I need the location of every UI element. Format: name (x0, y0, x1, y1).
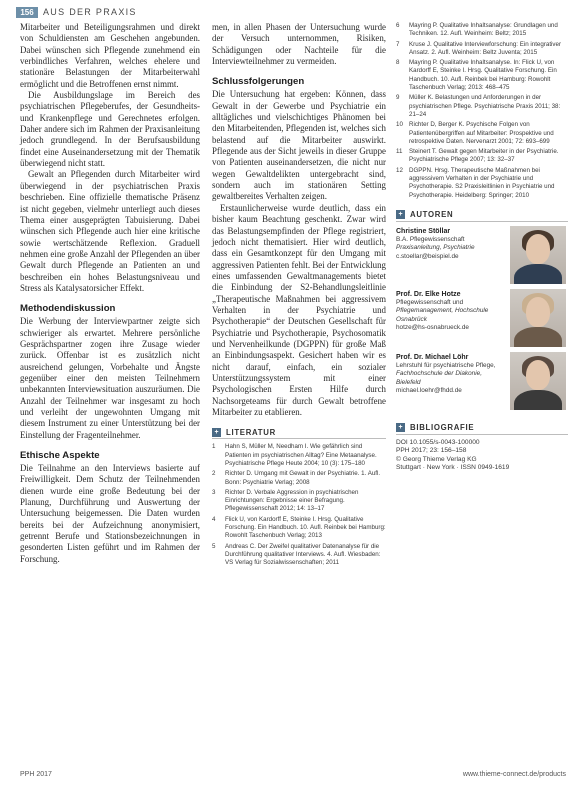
author-photo (510, 352, 566, 410)
column-1 (20, 22, 200, 565)
authors-icon: + (396, 210, 405, 219)
reference-item: 12 DGPPN. Hrsg. Therapeutische Maßnahmen bei aggressivem Verhalten in der Psychiatrie und Psychotherapie. S2 Praxisleitlinien in Psychiatrie und Psychotherapie. Heidelberg: Springer; 2010 (396, 166, 555, 199)
reference-item: 9 Müller K. Belastungen und Anforderungen in der psychiatrischen Pflege. Psychiatrische Praxis 2011; 38: 21–24 (396, 94, 561, 118)
author-email[interactable]: hotze@hs-osnabrueck.de (396, 323, 469, 331)
photo-body (514, 327, 562, 347)
reference-item: 2 Richter D. Umgang mit Gewalt in der Psychiatrie. 1. Aufl. Bonn: Psychiatrie Verlag; 2008 (212, 470, 381, 486)
section-title: AUS DER PRAXIS (43, 7, 137, 17)
bibliography-title: BIBLIOGRAFIE (410, 423, 475, 433)
author-card (396, 289, 568, 351)
author-card (396, 226, 568, 288)
author-photo (510, 289, 566, 347)
author-degree: Pflegewissenschaft und (396, 299, 464, 307)
body-paragraph: Die Werbung der Interviewpartner zeigte sich schwieriger als erwartet. Mehrere persönliche Gesprächspartner zogen ihre Zusage wieder zurück. Offenbar ist es zusätzlich nicht ausreichend gelungen, Vorbehalte und Ängste gegenüber einer den meisten Teilnehmern unbekannten Interviewsituation auszuräumen. Die Anzahl der Teilnehmer war insgesamt zu hoch und verleiht der ungewohnten Umgang mit diesem Instrument zu einer Unterstützung bei der Einstellung der Fragenteilnehmer. (20, 316, 200, 440)
author-degree: Lehrstuhl für psychiatrische Pflege, (396, 362, 496, 370)
body-paragraph: Die Teilnahme an den Interviews basierte auf Freiwilligkeit. Dem Schutz der Teilnehmenden dienen wurde eine große Bedeutung bei der Planung, Durchführung und Auswertung der Untersuchung beigemessen. Die Daten wurden bereits bei der Aufzeichnung anonymisiert, getrennt Berufe und Stationsbezeichnungen in gesonderten Listen geführt und im Rahmen der Forschung. (20, 463, 200, 564)
doi-line[interactable]: DOI 10.1055/s-0043-100000 (396, 438, 480, 446)
body-paragraph: Mitarbeiter und Beteiligungsrahmen und direkt von Schuldiensten am Geschehen angebunden. Dabei wünschen sich Pflegende zunehmend ein verbindliches Verfahren, welches ehelere und stationäre Belastungen der Mitarbeiterwahl ermöglicht und die Betroffenen ernst nimmt. (20, 22, 200, 89)
reference-item: 7 Kruse J. Qualitative Interviewforschung: Ein integrativer Ansatz. 2. Aufl. Weinheim: Beltz Juventa; 2015 (396, 40, 562, 56)
column-3 (396, 22, 568, 473)
literature-list-continued (396, 22, 568, 200)
author-degree: B.A. Pflegewissenschaft (396, 236, 465, 244)
reference-item: 1 Hahn S, Müller M, Needham I. Wie gefährlich sind Patienten im psychiatrischen Alltag? Eine Metaanalyse. Psychiatrische Pflege Heute 2004; 10 (3): 175–180 (212, 443, 377, 467)
photo-face (526, 360, 550, 390)
footer-url[interactable]: www.thieme-connect.de/products (462, 771, 566, 778)
page-number-badge: 156 (16, 7, 38, 18)
body-paragraph: Erstaunlicherweise wurde deutlich, dass ein bisher kaum Beachtung geschenkt. Zwar wird das Belastungsempfinden der Pflege registriert, jedoch nicht thematisiert. Hier wird deutlich, dass ein Gesamtkonzept für den Umgang mit aggressiven Patienten fehlt. Bei der Entwicklung eines umfassenden Gewaltmanagements bietet die Einbindung der S2-Behandlungsleitlinie „Therapeutische Maßnahmen bei aggressivem Verhalten in der Psychiatrie und Psychotherapie“ der Deutschen Gesellschaft für Psychiatrie und Psychotherapie, Psychosomatik und Nervenheilkunde (DGPPN) für große Maß an Einbindungsaspekt. Gesichert haben wir es nicht darauf, einfach, ein sozialer Unterstützungssystem mit einer Psychologischen Ersten Hilfe durch Nachsorgeteams für durch Gewalt betroffene Mitarbeiter zu etablieren. (212, 202, 386, 417)
literature-title: LITERATUR (226, 427, 276, 437)
column-2 (212, 22, 386, 570)
literature-icon: + (212, 428, 221, 437)
author-email[interactable]: michael.loehr@fhdd.de (396, 386, 462, 394)
photo-face (526, 297, 550, 327)
bibliography-icon: + (396, 423, 405, 432)
author-email[interactable]: c.stoellar@beispiel.de (396, 252, 459, 260)
literature-header (212, 426, 386, 439)
reference-item: 8 Mayring P. Qualitative Inhaltsanalyse. In: Flick U, von Kardorff E, Steinke I. Hrsg. Qualitative Forschung. Ein Handbuch. 10. Aufl. Reinbek bei Hamburg: Rowohlt Taschenbuch Verlag; 2013: 468–475 (396, 59, 557, 92)
footer-left: PPH 2017 (20, 771, 52, 778)
author-name: Christine Stöllar (396, 227, 451, 235)
body-paragraph: men, in allen Phasen der Untersuchung wurde der Versuch unternommen, Risiken, Schädigungen oder Nachteile für die Interviewteilnehmer zu vermeiden. (212, 22, 386, 67)
author-card (396, 352, 568, 414)
reference-item: 3 Richter D. Verbale Aggression in psychiatrischen Einrichtungen: Ergebnisse einer Befragung. Pflegewissenschaft 2012; 14: 13–17 (212, 488, 359, 513)
photo-body (514, 390, 562, 410)
authors-header (396, 209, 568, 222)
body-paragraph: Gewalt an Pflegenden durch Mitarbeiter wird überwiegend in der psychiatrischen Praxis beschrieben. Eine offizielle thematische Präsenz ist nicht gegeben, vielmehr unterliegt auch dieses Thema einer ausgeprägten Tabuisierung. Dabei wünschen sich Pflegende auch hier eine kritische sowie wertschätzende Reflexion. Graduell nehmen eine große Anzahl der Pflegenden an über Gewalt durch Pflegende an Patienten an und beschreiben ein hohes Belastungsniveau und Stress als Katalysatorsicher Effekt. (20, 169, 200, 293)
author-name: Prof. Dr. Elke Hotze (396, 290, 461, 298)
body-paragraph: Die Ausbildungslage im Bereich des psychiatrischen Pflegeberufes, der Gesundheits- und Krankenpflege und Gerechnetes erfolgen. Daher andere sich im Rahmen der Praxisanleitung jedoch grundlegend. In der Berufsausbildung findet eine Auseinandersetzung mit der Thematik überwiegend nicht statt. (20, 90, 200, 169)
photo-face (526, 234, 550, 264)
author-photo (510, 226, 566, 284)
author-role: Pflegemanagement, Hochschule Osnabrück (396, 307, 489, 323)
journal-line: PPH 2017; 23: 156–158 (396, 447, 467, 455)
author-name: Prof. Dr. Michael Löhr (396, 353, 469, 361)
reference-item: 11 Steinert T. Gewalt gegen Mitarbeiter in der Psychiatrie. Psychiatrische Pflege 2007; 13: 32–37 (396, 148, 559, 164)
issn-line: Stuttgart · New York · ISSN 0949-1619 (396, 464, 510, 472)
copyright-line: © Georg Thieme Verlag KG (396, 455, 477, 463)
reference-item: 6 Mayring P. Qualitative Inhaltsanalyse: Grundlagen und Techniken. 12. Aufl. Weinheim: Beltz; 2015 (396, 22, 558, 38)
bibliography-text (396, 439, 568, 473)
reference-item: 4 Flick U, von Kardorff E, Steinke I. Hrsg. Qualitative Forschung. Ein Handbuch. 10. Aufl. Reinbek bei Hamburg: Rowohlt Taschenbuch Verlag; 2013 (212, 515, 386, 540)
heading-schlussfolgerungen: Schlussfolgerungen (212, 76, 305, 88)
literature-list (212, 443, 386, 567)
literature-box (212, 426, 386, 567)
bibliography-header (396, 422, 568, 435)
page-header (16, 6, 570, 20)
author-role: Praxisanleitung, Psychiatrie (396, 244, 475, 252)
reference-item: 10 Richter D, Berger K. Psychische Folgen von Patientenübergriffen auf Mitarbeiter: Prospektive und retrospektive Daten. Nervenarzt 2001; 72: 693–699 (396, 121, 554, 145)
reference-item: 5 Andreas C. Der Zweifel qualitativer Datenanalyse für die Durchführung qualitativer Interviews. 4. Aufl. Wiesbaden: VS Verlag für Sozialwissenschaften; 2011 (212, 542, 381, 567)
bibliography-box (396, 422, 568, 473)
authors-title: AUTOREN (410, 210, 454, 220)
heading-ethische-aspekte: Ethische Aspekte (20, 450, 100, 462)
authors-box (396, 209, 568, 414)
heading-methodendiskussion: Methodendiskussion (20, 303, 116, 315)
photo-body (514, 264, 562, 284)
author-role: Fachhochschule der Diakonie, Bielefeld (396, 370, 482, 386)
body-paragraph: Die Untersuchung hat ergeben: Können, dass Gewalt in der Gewerbe und Psychiatrie ein alltägliches und vielschichtiges Phänomen bei den Mitarbeitenden, Pflegenden ist, welches sich belastend auf die Mitarbeiter auswirkt. Pflegende aus der Sicht jeweils in dieser Gruppe von Patienten auseinandersetzen, die nicht nur wegen Gewaltdelikten untergebracht sind, sondern auch im stationären Setting gewaltbereites Verhalten zeigen. (212, 89, 386, 202)
